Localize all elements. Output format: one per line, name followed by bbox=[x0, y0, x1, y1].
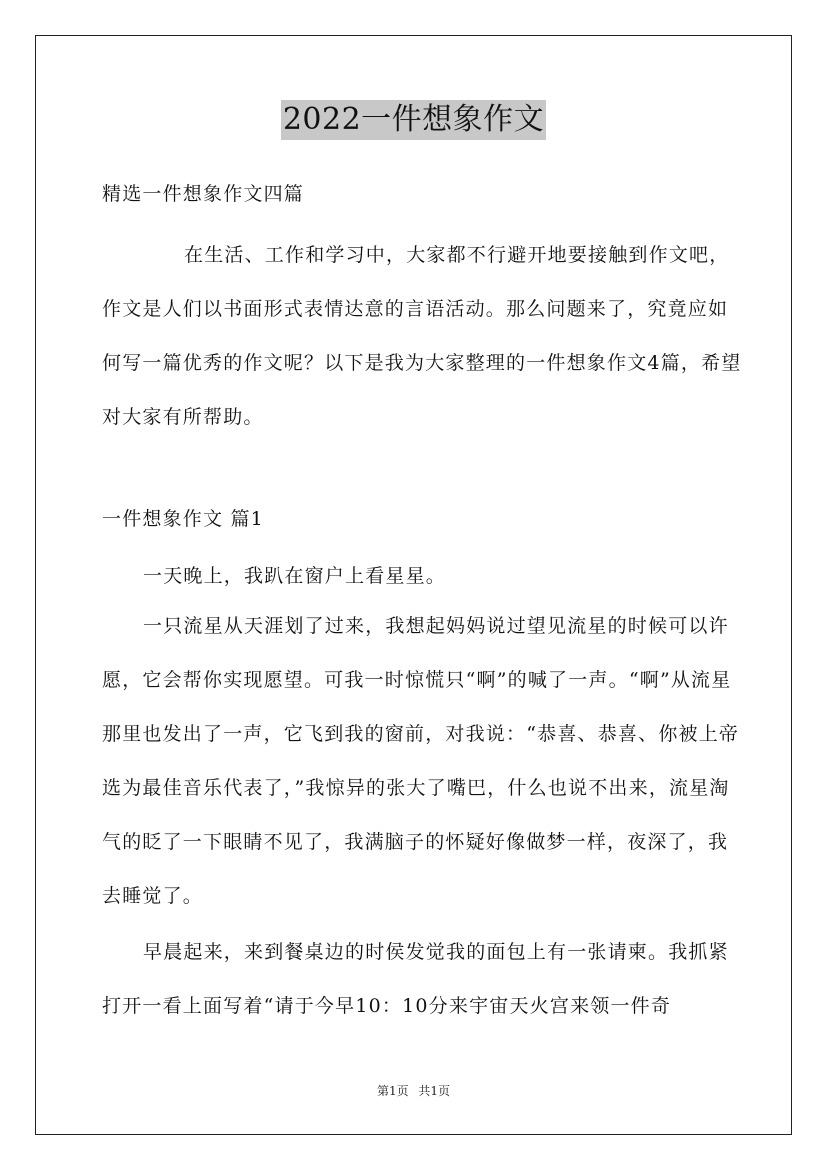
document-title-text: 2022一件想象作文 bbox=[281, 100, 546, 140]
intro-paragraph: 在生活、工作和学习中，大家都不行避开地要接触到作文吧，作文是人们以书面形式表情达意的言语活动。那么问题来了，究竟应如何写一篇优秀的作文呢？以下是我为大家整理的一件想象作文4篇，希望对大家有所帮助。 bbox=[102, 244, 742, 428]
page-total: 共1页 bbox=[418, 1084, 451, 1098]
page-footer bbox=[0, 1083, 827, 1099]
document-subtitle: 精选一件想象作文四篇 bbox=[102, 183, 305, 205]
body-paragraph-2: 一只流星从天涯划了过来，我想起妈妈说过望见流星的时候可以许愿，它会帮你实现愿望。可我一时惊慌只“啊”的喊了一声。“啊”从流星那里也发出了一声，它飞到我的窗前，对我说：“恭喜、恭喜、你被上帝选为最佳音乐代表了，”我惊异的张大了嘴巴，什么也说不出来，流星淘气的眨了一下眼睛不见了，我满脑子的怀疑好像做梦一样，夜深了，我去睡觉了。 bbox=[102, 615, 740, 907]
page-number: 第1页 bbox=[376, 1084, 409, 1098]
section-heading: 一件想象作文 篇1 bbox=[102, 508, 264, 530]
document-title bbox=[0, 100, 827, 140]
body-paragraph-3: 早晨起来，来到餐桌边的时侯发觉我的面包上有一张请柬。我抓紧打开一看上面写着“请于今早10：10分来宇宙天火宫来领一件奇 bbox=[102, 941, 729, 1017]
body-paragraph-1: 一天晚上，我趴在窗户上看星星。 bbox=[143, 565, 447, 587]
